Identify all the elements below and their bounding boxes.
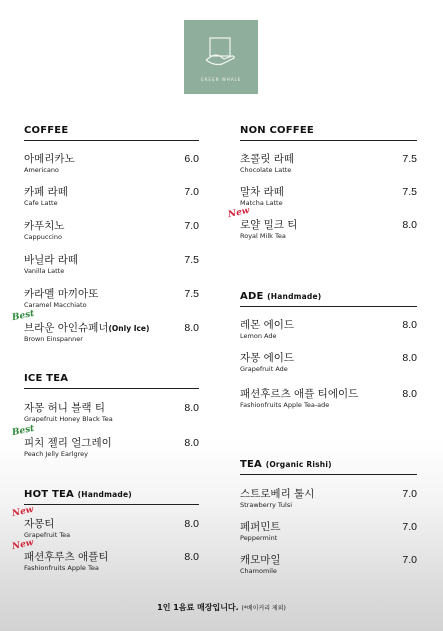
item-name-ko: 카푸치노 [24,220,65,232]
section-title: COFFEE [24,125,69,136]
section-divider [24,388,199,389]
item-name-en: Americano [24,166,59,174]
item-name-en: Peppermint [240,534,278,542]
item-price: 8.0 [402,319,417,331]
item-price: 7.0 [402,554,417,566]
section-divider [240,140,417,141]
menu-item [11,423,199,465]
item-price: 8.0 [402,219,417,231]
item-name-en: Peach Jelly Earlgrey [24,450,88,458]
item-name-en: Fashionfruits Apple Tea-ade [240,401,330,409]
menu-item [24,286,199,316]
item-name-en: Matcha Latte [240,199,283,207]
item-name-ko: 바닐라 라떼 [24,254,79,266]
menu-item [240,486,417,516]
item-name-en: Cafe Latte [24,199,58,207]
menu-item [24,400,199,430]
item-name-ko: 초콜릿 라떼 [240,153,295,165]
section-note: (Handmade) [267,292,322,301]
item-name-ko: 페퍼민트 [240,521,281,533]
brand-logo [184,20,258,94]
item-name-ko: 자몽 허니 블랙 티 [24,402,106,414]
item-price: 8.0 [184,437,199,449]
menu-item [240,386,417,416]
menu-item [11,308,199,350]
item-price: 8.0 [402,388,417,400]
item-name-en: Caramel Macchiato [24,301,87,309]
new-badge: New [11,537,35,553]
item-price: 7.5 [402,153,417,165]
item-name-en: Chocolate Latte [240,166,292,174]
item-name-en: Fashionfruits Apple Tea [24,564,99,572]
item-price: 7.0 [184,186,199,198]
menu-item [24,151,199,181]
whale-hand-icon [204,34,238,72]
section-title: ICE TEA [24,373,69,384]
menu-item [240,519,417,549]
section-note: (Handmade) [77,490,132,499]
item-name-ko: 말차 라떼 [240,186,284,198]
item-name-en: Grapefruit Tea [24,531,71,539]
item-name-ko: 아메리카노 [24,153,75,165]
item-name-en: Cappuccino [24,233,62,241]
new-badge: New [11,504,35,520]
item-price: 7.5 [184,288,199,300]
item-price: 6.0 [184,153,199,165]
section-note: (Organic Rishi) [265,460,332,469]
menu-item [240,350,417,380]
section-divider [24,504,199,505]
item-name-ko: 브라운 아인슈페너(Only Ice) [24,322,150,334]
item-name-ko: 자몽 에이드 [240,352,295,364]
item-price: 8.0 [402,352,417,364]
section-title: NON COFFEE [240,125,314,136]
footer-text: 1인 1음료 매장입니다. [157,603,239,612]
item-name-ko: 카페 라떼 [24,186,68,198]
item-price: 8.0 [184,402,199,414]
best-badge: Best [11,308,36,324]
section-divider [240,306,417,307]
item-name-en: Grapefruit Ade [240,365,288,373]
menu-item [240,184,417,214]
item-name-ko: 패션후르츠 애플 티에이드 [240,388,359,400]
best-badge: Best [11,423,36,439]
section-title: TEA (Organic Rishi) [240,459,332,470]
section-divider [240,474,417,475]
section-title: HOT TEA (Handmade) [24,489,132,500]
item-name-ko: 스트로베리 툴시 [240,488,315,500]
footer-note: (*베이커리 제외) [241,605,286,612]
menu-item [24,218,199,248]
item-name-en: Grapefruit Honey Black Tea [24,415,113,423]
item-name-en: Chamomile [240,567,277,575]
item-name-ko: 자몽티 [24,518,55,530]
item-price: 8.0 [184,551,199,563]
item-name-ko: 캐모마일 [240,554,281,566]
menu-item [24,184,199,214]
item-name-ko: 로얄 밀크 티 [240,219,298,231]
item-name-ko: 카라멜 마끼아또 [24,288,99,300]
item-name-ko: 레몬 에이드 [240,319,295,331]
item-name-en: Lemon Ade [240,332,277,340]
brand-name: GREEN WHALE [200,77,242,82]
menu-item [11,504,199,546]
menu-item [240,151,417,181]
item-price: 7.5 [184,254,199,266]
item-name-en: Royal Milk Tea [240,232,286,240]
item-price: 7.0 [402,521,417,533]
item-price: 7.0 [184,220,199,232]
section-tea [240,459,417,475]
item-note: (Only Ice) [108,324,150,333]
section-ade [240,291,417,307]
menu-item [227,205,417,247]
item-price: 8.0 [184,322,199,334]
menu-item [240,552,417,582]
item-price: 7.5 [402,186,417,198]
menu-item [24,252,199,282]
section-non-coffee [240,125,417,141]
item-name-ko: 패션후루츠 애플티 [24,551,109,563]
item-name-en: Brown Einspanner [24,335,83,343]
footer-notice [0,602,443,613]
section-hot-tea [24,489,199,505]
new-badge: New [227,205,251,221]
item-price: 7.0 [402,488,417,500]
section-coffee [24,125,199,141]
item-name-en: Vanilla Latte [24,267,65,275]
item-price: 8.0 [184,518,199,530]
item-name-ko: 피치 젤리 얼그레이 [24,437,112,449]
section-ice-tea [24,373,199,389]
section-title: ADE (Handmade) [240,291,322,302]
menu-item [11,537,199,579]
item-name-en: Strawberry Tulsi [240,501,293,509]
menu-item [240,317,417,347]
section-divider [24,140,199,141]
